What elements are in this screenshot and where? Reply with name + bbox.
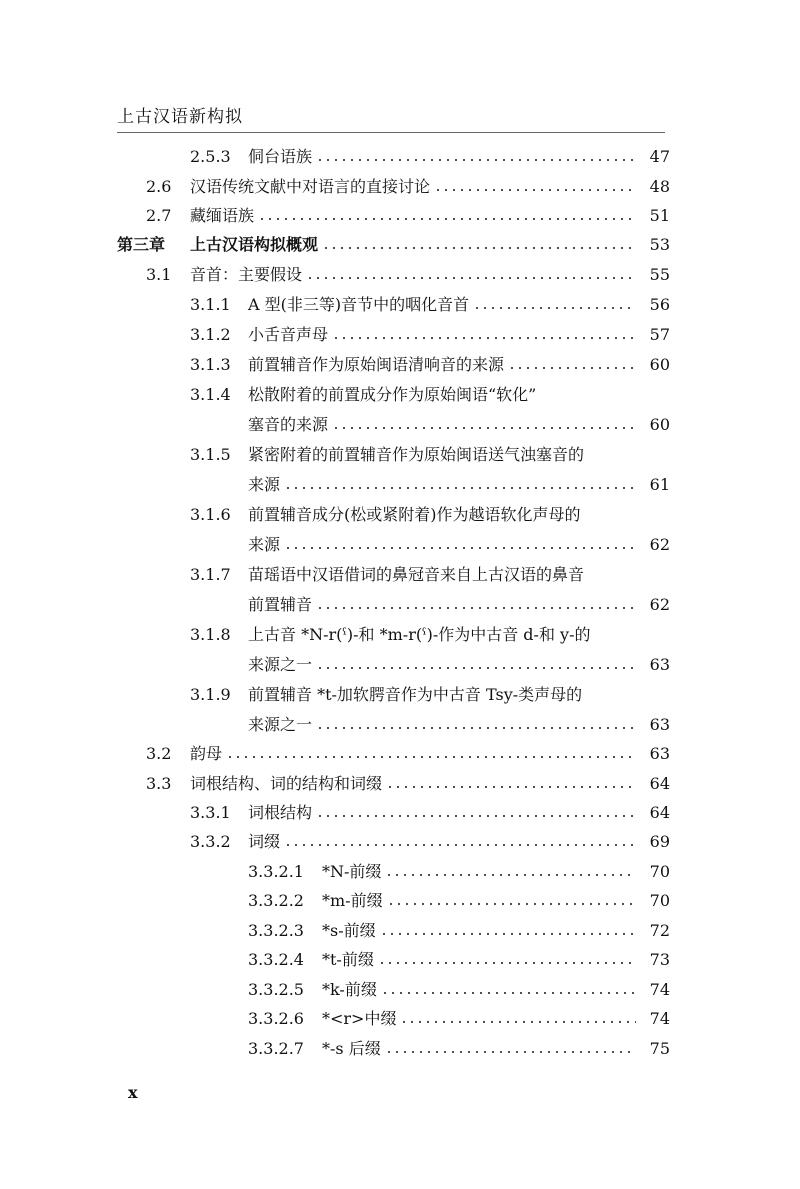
toc-entry-page: 56: [649, 295, 670, 314]
toc-entry-title: 前置辅音成分(松或紧附着)作为越语软化声母的: [248, 505, 581, 524]
toc-entry[interactable]: [0, 800, 670, 826]
toc-entry-title-row: [322, 888, 640, 914]
toc-entry[interactable]: [0, 442, 670, 468]
toc-entry[interactable]: [0, 1036, 670, 1062]
toc-entry-number: 3.1.3: [190, 355, 231, 374]
toc-entry-title: 侗台语族: [248, 147, 313, 166]
toc-entry-number: 3.3.2.5: [248, 980, 304, 999]
toc-entry-continuation[interactable]: [0, 652, 670, 678]
toc-entry[interactable]: [0, 562, 670, 588]
toc-entry-number: 3.1.1: [190, 295, 231, 314]
toc-entry-continuation[interactable]: [0, 472, 670, 498]
toc-entry-number: 3.3.1: [190, 803, 231, 822]
toc-entry-title: *N-前缀: [322, 862, 382, 881]
leader-dots: [378, 962, 636, 964]
toc-entry-title-row: [190, 174, 640, 200]
toc-entry[interactable]: [0, 918, 670, 944]
toc-entry-title-row: [248, 532, 640, 558]
leader-dots: [284, 487, 636, 489]
toc-entry-page: 70: [649, 891, 670, 910]
leader-dots: [316, 815, 636, 817]
leader-dots: [322, 247, 636, 249]
toc-entry-number: 3.1.5: [190, 445, 231, 464]
toc-entry-number: 2.7: [146, 206, 172, 225]
toc-entry-title: 前置辅音 *t-加软腭音作为中古音 Tsy-类声母的: [248, 685, 583, 704]
toc-entry-number: 3.3.2.1: [248, 862, 304, 881]
toc-entry-title: 藏缅语族: [190, 206, 255, 225]
toc-entry-number: 2.5.3: [190, 147, 231, 166]
toc-entry-page: 62: [649, 595, 670, 614]
toc-entry-page: 48: [649, 177, 670, 196]
leader-dots: [380, 933, 636, 935]
toc-entry-title-continued: 前置辅音: [248, 595, 313, 614]
toc-entry-title-row: [322, 947, 640, 973]
toc-entry-title-row: [248, 412, 640, 438]
leader-dots: [434, 189, 636, 191]
toc-entry-title: *k-前缀: [322, 980, 377, 999]
leader-dots: [387, 903, 636, 905]
toc-entry-continuation[interactable]: [0, 592, 670, 618]
toc-entry[interactable]: [0, 888, 670, 914]
toc-entry-title-continued: 塞音的来源: [248, 415, 329, 434]
toc-entry-number: 3.3: [146, 774, 172, 793]
leader-dots: [400, 1021, 636, 1023]
toc-entry-continuation[interactable]: [0, 412, 670, 438]
toc-entry-title-row: [248, 682, 640, 708]
toc-entry-page: 55: [649, 265, 670, 284]
toc-entry-page: 75: [649, 1039, 670, 1058]
toc-entry-page: 47: [649, 147, 670, 166]
leader-dots: [306, 277, 636, 279]
leader-dots: [385, 874, 636, 876]
toc-entry[interactable]: [0, 144, 670, 170]
toc-entry-title-row: [248, 442, 640, 468]
toc-entry-number: 3.3.2.2: [248, 891, 304, 910]
toc-entry-title-row: [190, 262, 640, 288]
leader-dots: [508, 367, 636, 369]
toc-entry-page: 53: [649, 235, 670, 254]
toc-entry-number: 3.3.2.6: [248, 1009, 304, 1028]
toc-entry[interactable]: [0, 947, 670, 973]
toc-entry-title: *<r>中缀: [322, 1009, 397, 1028]
toc-entry-page: 64: [649, 803, 670, 822]
toc-entry-page: 70: [649, 862, 670, 881]
toc-entry-title-row: [248, 352, 640, 378]
toc-entry-title-continued: 来源之一: [248, 715, 313, 734]
page-number: x: [128, 1083, 138, 1102]
toc-entry-title: 词根结构、词的结构和词缀: [190, 774, 383, 793]
toc-entry-page: 63: [649, 715, 670, 734]
toc-entry-page: 69: [649, 832, 670, 851]
toc-entry-title: 前置辅音作为原始闽语清响音的来源: [248, 355, 505, 374]
toc-entry-title-row: [248, 712, 640, 738]
toc-entry-page: 60: [649, 415, 670, 434]
toc-entry-page: 60: [649, 355, 670, 374]
toc-entry-title-continued: 来源: [248, 535, 281, 554]
toc-entry-number: 3.2: [146, 744, 172, 763]
toc-entry-page: 64: [649, 774, 670, 793]
toc-entry-title: 苗瑶语中汉语借词的鼻冠音来自上古汉语的鼻音: [248, 565, 585, 584]
toc-entry-number: 3.1.9: [190, 685, 231, 704]
toc-entry[interactable]: [0, 174, 670, 200]
toc-entry-number: 3.1.8: [190, 625, 231, 644]
toc-entry-number: 3.3.2.3: [248, 921, 304, 940]
toc-entry-page: 72: [649, 921, 670, 940]
toc-entry-title: *t-前缀: [322, 950, 374, 969]
leader-dots: [332, 337, 636, 339]
toc-entry-page: 51: [649, 206, 670, 225]
toc-entry-continuation[interactable]: [0, 532, 670, 558]
leader-dots: [258, 218, 636, 220]
toc-entry-title-row: [248, 592, 640, 618]
toc-entry-page: 63: [649, 655, 670, 674]
toc-entry-page: 57: [649, 325, 670, 344]
leader-dots: [332, 427, 636, 429]
toc-entry[interactable]: [0, 262, 670, 288]
toc-entry-title-row: [248, 292, 640, 318]
toc-entry[interactable]: [0, 741, 670, 767]
toc-chapter-number: 第三章: [117, 235, 166, 254]
leader-dots: [226, 756, 636, 758]
toc-entry[interactable]: [0, 682, 670, 708]
toc-entry-title-row: [248, 562, 640, 588]
leader-dots: [316, 607, 636, 609]
toc-entry-title: 词根结构: [248, 803, 313, 822]
leader-dots: [385, 1051, 636, 1053]
toc-entry[interactable]: [0, 977, 670, 1003]
toc-entry-title-continued: 来源: [248, 475, 281, 494]
toc-entry-title-row: [248, 502, 640, 528]
toc-entry-number: 3.1.7: [190, 565, 231, 584]
toc-entry-title-row: [248, 144, 640, 170]
toc-entry-title: 汉语传统文献中对语言的直接讨论: [190, 177, 431, 196]
leader-dots: [473, 307, 636, 309]
toc-entry[interactable]: [0, 203, 670, 229]
leader-dots: [284, 844, 636, 846]
toc-chapter-title: 上古汉语构拟概观: [190, 235, 319, 254]
toc-entry-title-row: [322, 1006, 640, 1032]
toc-entry-title: *s-前缀: [322, 921, 376, 940]
toc-entry-number: 3.3.2.4: [248, 950, 304, 969]
toc-entry[interactable]: [0, 292, 670, 318]
toc-entry[interactable]: [0, 502, 670, 528]
toc-entry-title: 紧密附着的前置辅音作为原始闽语送气浊塞音的: [248, 445, 585, 464]
toc-entry-title: 词缀: [248, 832, 281, 851]
leader-dots: [316, 159, 636, 161]
toc-entry[interactable]: [0, 771, 670, 797]
toc-entry-title-row: [322, 918, 640, 944]
leader-dots: [386, 786, 636, 788]
toc-entry-title: 上古音 *N-r(ˤ)-和 *m-r(ˤ)-作为中古音 d-和 y-的: [248, 625, 591, 644]
toc-entry-title-continued: 来源之一: [248, 655, 313, 674]
toc-entry-number: 3.1.6: [190, 505, 231, 524]
toc-entry-title: 小舌音声母: [248, 325, 329, 344]
toc-entry[interactable]: [0, 1006, 670, 1032]
toc-chapter-entry[interactable]: [0, 232, 670, 258]
toc-entry-continuation[interactable]: [0, 712, 670, 738]
toc-entry-title: 韵母: [190, 744, 223, 763]
toc-entry-page: 61: [649, 475, 670, 494]
toc-entry-title-row: [190, 771, 640, 797]
toc-entry-title-row: [322, 859, 640, 885]
toc-entry-number: 3.3.2.7: [248, 1039, 304, 1058]
leader-dots: [316, 727, 636, 729]
toc-entry-title-row: [248, 800, 640, 826]
toc-entry[interactable]: [0, 829, 670, 855]
toc-entry-number: 3.1: [146, 265, 172, 284]
toc-entry-title: *m-前缀: [322, 891, 383, 910]
toc-entry[interactable]: [0, 322, 670, 348]
toc-entry-title-row: [322, 1036, 640, 1062]
toc-entry-page: 73: [649, 950, 670, 969]
toc-entry[interactable]: [0, 622, 670, 648]
toc-entry-page: 62: [649, 535, 670, 554]
toc-entry-number: 3.3.2: [190, 832, 231, 851]
toc-entry-title: A 型(非三等)音节中的咽化音首: [248, 295, 470, 314]
toc-entry-title-row: [248, 652, 640, 678]
toc-entry[interactable]: [0, 859, 670, 885]
toc-entry-number: 3.1.2: [190, 325, 231, 344]
running-title: 上古汉语新构拟: [117, 107, 243, 127]
toc-entry-number: 2.6: [146, 177, 172, 196]
toc-entry-title: 松散附着的前置成分作为原始闽语“软化”: [248, 385, 537, 404]
leader-dots: [284, 547, 636, 549]
leader-dots: [316, 667, 636, 669]
toc-entry-title-row: [248, 382, 640, 408]
toc-entry-title-row: [322, 977, 640, 1003]
toc-entry-page: 63: [649, 744, 670, 763]
toc-entry-title-row: [248, 472, 640, 498]
toc-entry-title-row: [190, 741, 640, 767]
toc-entry-title-row: [190, 203, 640, 229]
toc-entry[interactable]: [0, 352, 670, 378]
toc-entry-page: 74: [649, 980, 670, 999]
leader-dots: [381, 992, 636, 994]
toc-entry-title-row: [190, 232, 640, 258]
toc-entry-title-row: [248, 829, 640, 855]
toc-entry-title-row: [248, 622, 640, 648]
toc-entry-title: *-s 后缀: [322, 1039, 381, 1058]
toc-entry-number: 3.1.4: [190, 385, 231, 404]
toc-entry-title-row: [248, 322, 640, 348]
toc-entry-page: 74: [649, 1009, 670, 1028]
toc-entry-title: 音首：主要假设: [190, 265, 303, 284]
toc-entry[interactable]: [0, 382, 670, 408]
